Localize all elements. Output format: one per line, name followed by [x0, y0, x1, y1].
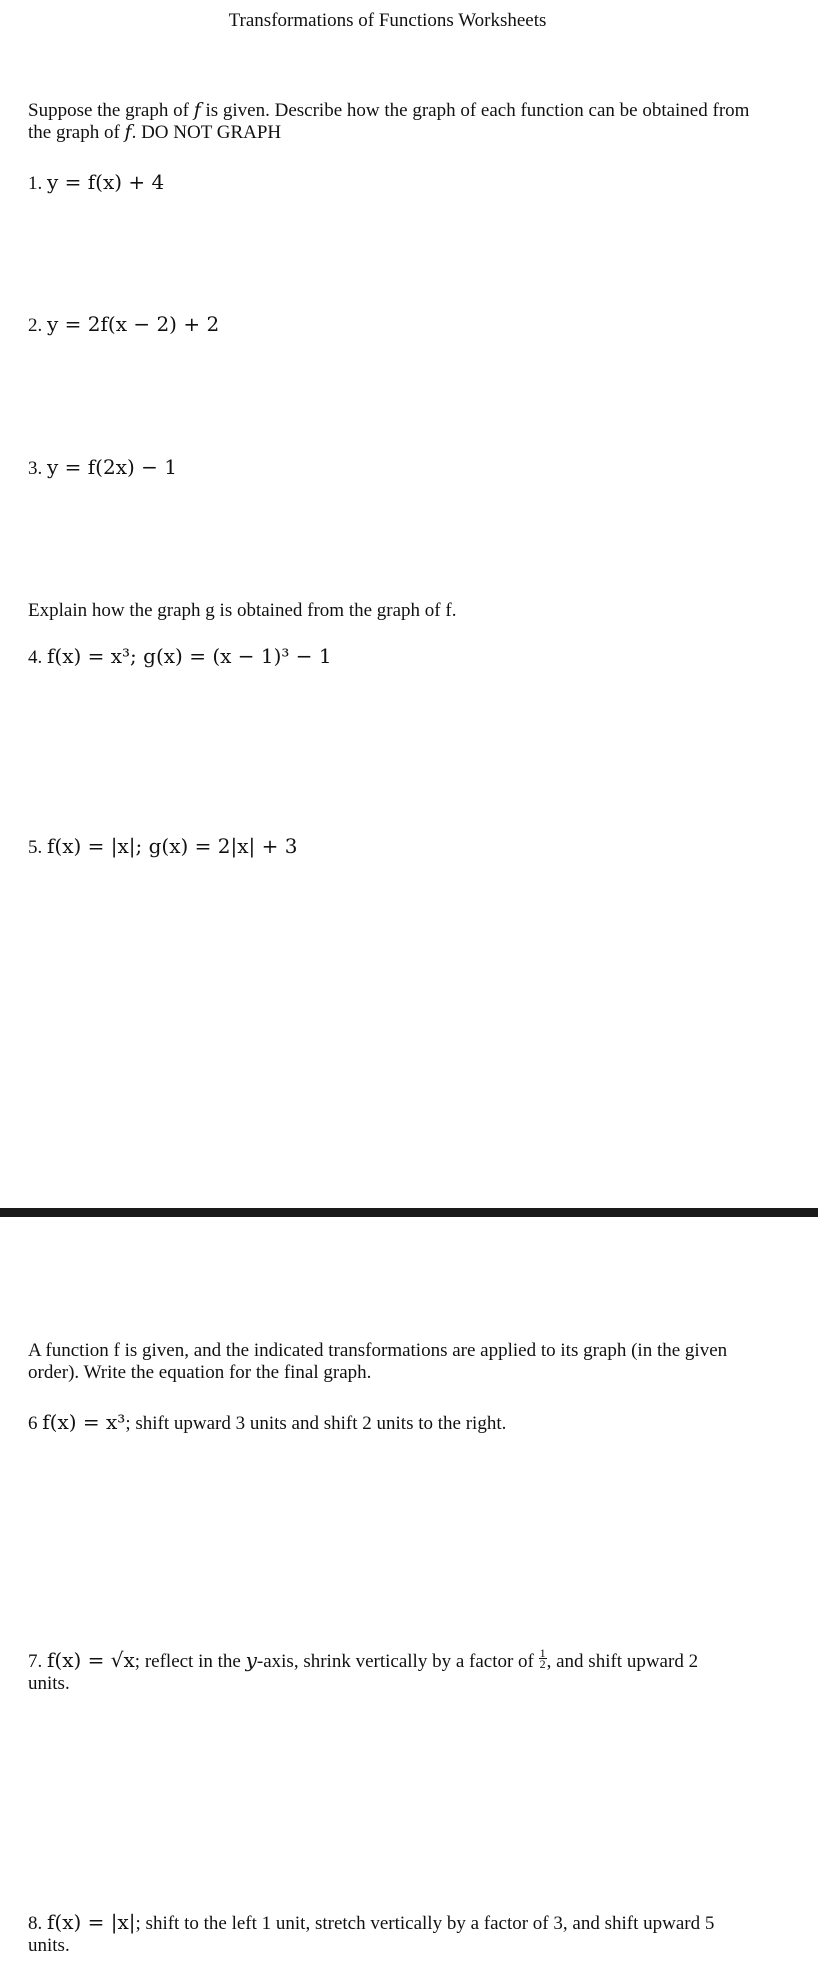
- item-text: ; shift upward 3 units and shift 2 units to the right.: [125, 1413, 507, 1434]
- item-function: f(x) = |x|: [47, 1910, 136, 1934]
- item-equation: f(x) = x³; g(x) = (x − 1)³ − 1: [47, 644, 332, 668]
- item-text: -axis, shrink vertically by a factor of: [256, 1651, 539, 1672]
- item-number: 5.: [28, 837, 43, 858]
- list-item: [28, 170, 164, 195]
- item-number: 7.: [28, 1651, 43, 1672]
- section3-instructions: A function f is given, and the indicated transformations are applied to its graph (in the given order). Write the equation for the final graph.: [28, 1340, 728, 1383]
- list-item: [28, 644, 332, 669]
- item-text: , and shift upward 2: [546, 1651, 699, 1672]
- list-item: [28, 1410, 506, 1435]
- fraction: [539, 1646, 547, 1672]
- list-item: [28, 1910, 714, 1935]
- item-equation: y = f(2x) − 1: [47, 455, 177, 479]
- fraction-denominator: 2: [539, 1657, 546, 1672]
- item-number: 3.: [28, 458, 43, 479]
- section-divider: [0, 1208, 818, 1217]
- item-number: 8.: [28, 1913, 43, 1934]
- list-item: [28, 1648, 698, 1673]
- item-equation: f(x) = |x|; g(x) = 2|x| + 3: [47, 834, 298, 858]
- item-number: 6: [28, 1413, 38, 1434]
- item-continuation: units.: [28, 1935, 70, 1956]
- fraction-numerator: 1: [539, 1646, 546, 1661]
- list-item: [28, 834, 297, 859]
- section2-instructions: Explain how the graph g is obtained from the graph of f.: [28, 600, 457, 621]
- item-text: ; reflect in the: [134, 1651, 246, 1672]
- list-item: [28, 312, 219, 337]
- item-number: 1.: [28, 173, 43, 194]
- item-equation: y = f(x) + 4: [47, 170, 165, 194]
- item-number: 2.: [28, 315, 43, 336]
- page-title: Transformations of Functions Worksheets: [228, 10, 547, 31]
- item-function: f(x) = √x: [47, 1648, 135, 1672]
- item-function: f(x) = x³: [42, 1410, 126, 1434]
- item-continuation: units.: [28, 1673, 70, 1694]
- section1-instructions: Suppose the graph of 𝑓 is given. Describe how the graph of each function can be obtained from the graph of 𝑓. DO NOT GRAPH: [28, 100, 750, 143]
- list-item: [28, 455, 177, 480]
- item-equation: y = 2f(x − 2) + 2: [47, 312, 220, 336]
- axis-variable: y: [245, 1648, 257, 1672]
- item-text: ; shift to the left 1 unit, stretch vertically by a factor of 3, and shift upward 5: [135, 1913, 715, 1934]
- item-number: 4.: [28, 647, 43, 668]
